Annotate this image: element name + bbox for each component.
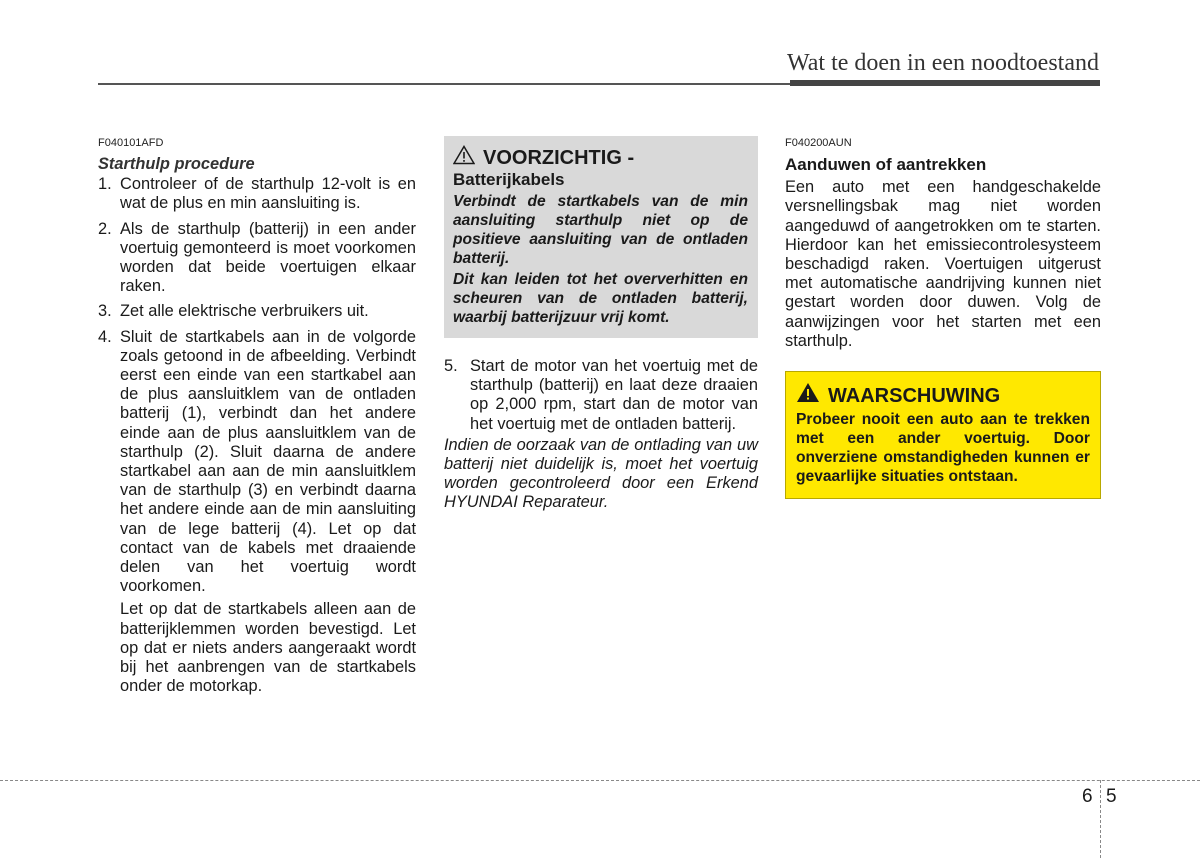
caution-title: VOORZICHTIG - [483,146,635,169]
step-number: 2. [98,219,112,238]
step-text: Sluit de startkabels aan in de volgorde zoals getoond in de afbeelding. Verbindt eerst een einde van een startkabel aan de plus aansluitklem van de ontladen batterij (1), verbindt dan het andere einde aan de plus aansluitklem van de starthulp (2). Sluit daarna de andere startkabel aan aan de min aansluitklem van de starthulp (3) en verbindt daarna het andere einde aan de min aansluiting van de lege batterij (4). Let op dat contact van de kabels met draaiende delen van het voertuig wordt voorkomen. [120,327,416,596]
warning-triangle-outline-icon [453,145,475,170]
list-item [98,220,416,297]
list-item [98,328,416,597]
caution-subtitle: Batterijkabels [453,170,565,189]
page-number: 5 [1106,786,1117,807]
caution-text: Dit kan leiden tot het oververhitten en scheuren van de ontladen batterij, waarbij batterijzuur vrij komt. [453,271,748,326]
header-rule-accent [790,80,1100,86]
step-number: 4. [98,327,112,346]
section-heading: Aanduwen of aantrekken [785,155,987,174]
step-text: Controleer of de starthulp 12-volt is en wat de plus en min aansluiting is. [120,175,416,213]
warning-text: Probeer nooit een auto aan te trekken met een ander voertuig. Door onverziene omstandigheden kunnen er gevaarlijke situaties ontstaan. [796,411,1090,486]
warning-box [785,371,1101,499]
section-code: F040101AFD [98,137,164,149]
warning-title: WAARSCHUWING [828,384,1001,407]
list-item [444,357,758,434]
running-header-title: Wat te doen in een noodtoestand [787,50,1099,76]
procedure-list-continued [444,357,758,434]
footer-rule [0,780,1200,781]
step-number: 5. [444,357,458,375]
footer-divider [1100,780,1101,858]
caution-text: Verbindt de startkabels van de min aansluiting starthulp niet op de positieve aansluiting van de ontladen batterij. [453,193,748,267]
caution-heading [453,145,748,170]
middle-column [444,136,758,513]
right-column [785,136,1101,499]
list-item [98,175,416,213]
step-text: Als de starthulp (batterij) in een ander voertuig gemonteerd is moet voorkomen worden dat beide voertuigen elkaar raken. [120,219,416,296]
step-text: Zet alle elektrische verbruikers uit. [120,302,369,321]
section-code: F040200AUN [785,137,852,149]
step-number: 3. [98,302,112,321]
section-body: Een auto met een handgeschakelde versnellingsbak mag niet worden aangeduwd of aangetrokken om te starten. Hierdoor kan het emissiecontrolesysteem beschadigd raken. Voertuigen uitgerust met automatische aandrijving kunnen niet gestart worden door duwen. Volg de aanwijzingen voor het starten met een starthulp. [785,178,1101,350]
section-heading: Starthulp procedure [98,155,255,173]
warning-triangle-filled-icon [796,382,820,409]
left-column [98,136,416,696]
procedure-list [98,175,416,596]
step-note: Let op dat de startkabels alleen aan de batterijklemmen worden bevestigd. Let op dat er niets anders aangeraakt wordt bij het aanbrengen van de startkabels onder de motorkap. [120,600,416,696]
step-number: 1. [98,175,112,194]
warning-heading [796,382,1090,409]
caution-box [444,136,758,338]
list-item [98,302,416,321]
dealer-note: Indien de oorzaak van de ontlading van uw batterij niet duidelijk is, moet het voertuig worden gecontroleerd door een Erkend HYUNDAI Reparateur. [444,435,758,512]
chapter-number: 6 [1082,786,1093,807]
step-text: Start de motor van het voertuig met de starthulp (batterij) en laat deze draaien op 2,000 rpm, start dan de motor van het voertuig met de ontladen batterij. [470,357,758,433]
